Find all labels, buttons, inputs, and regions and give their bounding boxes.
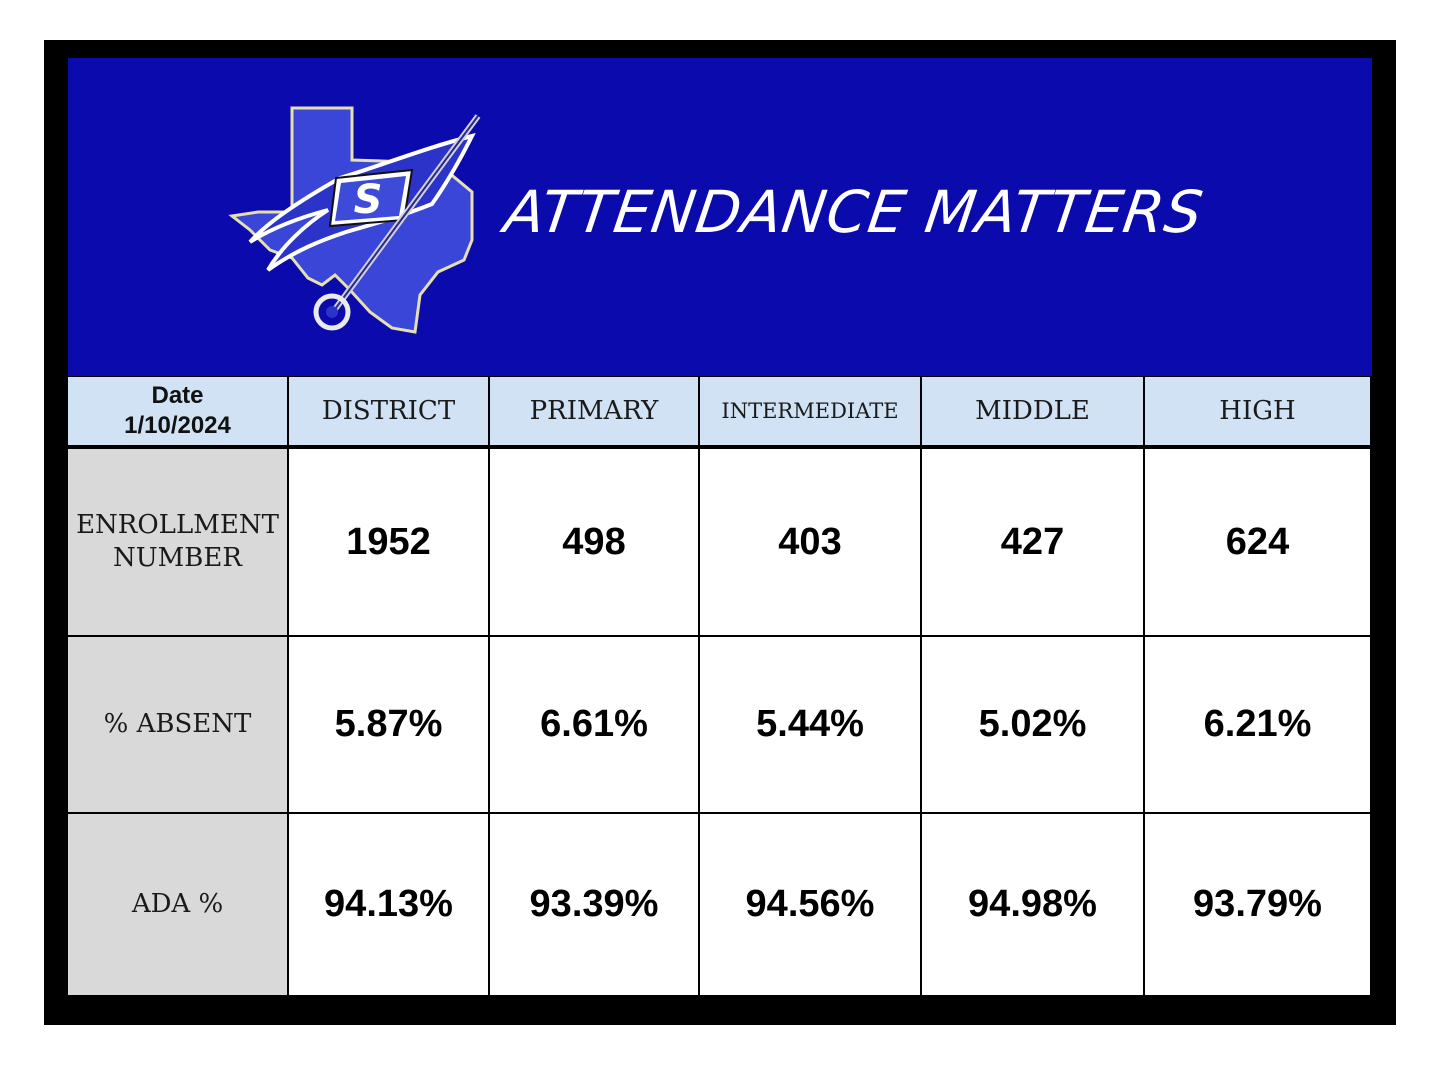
enrollment-primary-value: 498	[490, 449, 700, 637]
enrollment-district-value: 1952	[289, 449, 490, 637]
column-header-intermediate: INTERMEDIATE	[700, 377, 922, 449]
column-header-middle: MIDDLE	[922, 377, 1145, 449]
absent-intermediate-value: 5.44%	[700, 637, 922, 814]
texas-flag-s-logo-icon	[210, 100, 495, 345]
row-label-line: % ABSENT	[103, 709, 252, 739]
date-value: 1/10/2024	[124, 412, 231, 439]
enrollment-high-value: 624	[1145, 449, 1370, 637]
ada-primary-value: 93.39%	[490, 814, 700, 995]
row-label-absent	[68, 637, 289, 814]
row-label-line: NUMBER	[113, 543, 242, 573]
banner-title: ATTENDANCE MATTERS	[500, 178, 1208, 246]
date-header	[68, 377, 289, 449]
row-label-ada	[68, 814, 289, 995]
row-label-line: ADA %	[131, 889, 224, 919]
enrollment-middle-value: 427	[922, 449, 1145, 637]
row-label-line: ENROLLMENT	[76, 510, 279, 540]
column-header-district: DISTRICT	[289, 377, 490, 449]
absent-district-value: 5.87%	[289, 637, 490, 814]
ada-intermediate-value: 94.56%	[700, 814, 922, 995]
date-label: Date	[151, 382, 204, 409]
ada-middle-value: 94.98%	[922, 814, 1145, 995]
enrollment-intermediate-value: 403	[700, 449, 922, 637]
attendance-table	[68, 377, 1370, 995]
ada-high-value: 93.79%	[1145, 814, 1370, 995]
column-header-high: HIGH	[1145, 377, 1370, 449]
absent-middle-value: 5.02%	[922, 637, 1145, 814]
absent-high-value: 6.21%	[1145, 637, 1370, 814]
column-header-primary: PRIMARY	[490, 377, 700, 449]
svg-text:S: S	[353, 177, 383, 223]
row-label-enrollment	[68, 449, 289, 637]
ada-district-value: 94.13%	[289, 814, 490, 995]
absent-primary-value: 6.61%	[490, 637, 700, 814]
